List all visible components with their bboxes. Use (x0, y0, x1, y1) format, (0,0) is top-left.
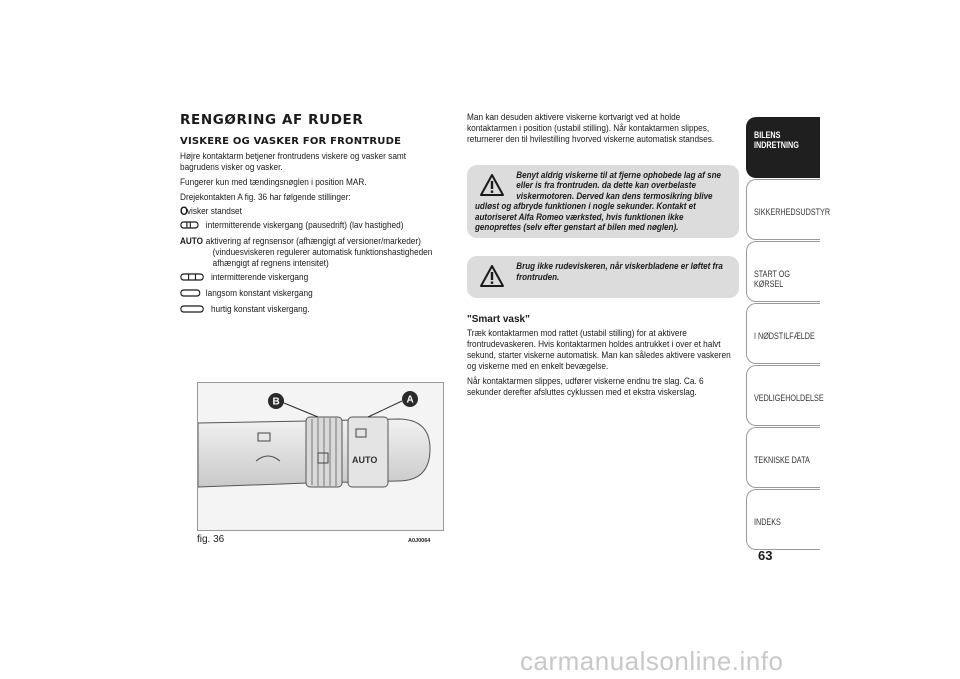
state-slow-text: langsom konstant viskergang (205, 288, 313, 299)
tab-label: INDRETNING (754, 139, 799, 150)
right-column (467, 112, 739, 398)
warning-line: genoprettes (selv efter genstart af bilen med nøglen). (475, 221, 679, 233)
page-number: 63 (758, 548, 773, 563)
callout-b-label: B (272, 396, 280, 408)
tab-label: BILENS (754, 130, 781, 140)
interval-wiper-icon (180, 220, 206, 233)
switch-positions-intro: Drejekontakten A fig. 36 har følgende stillinger: (180, 192, 351, 203)
warning-line: Benyt aldrig viskerne til at fjerne ophobede lag af sne (516, 169, 722, 180)
chapter-tabs (746, 117, 831, 551)
smart-wash-line: Træk kontaktarmen mod rattet (ustabil stilling) for at aktivere (467, 328, 687, 340)
smart-wash-text (467, 328, 744, 398)
smart-wash-line: frontrudevaskeren. Hvis kontaktarmen holdes antrukket i over et halvt (467, 339, 721, 351)
intro-line: Højre kontaktarm betjener frontrudens viskere og vasker samt (180, 151, 407, 162)
tab-label: SIKKERHEDSUDSTYR (754, 207, 831, 217)
momentary-line: kontaktarmen i position (ustabil stilling). Når kontaktarmen slippes, (467, 123, 710, 134)
warning-box-snow (467, 165, 739, 238)
watermark-text: carmanualsonline.info (520, 646, 784, 676)
tab-sikkerhedsudstyr[interactable] (746, 179, 831, 240)
state-auto-text (206, 236, 454, 269)
smart-wash-line: og viskerne med en enkelt bevægelse. (467, 361, 609, 373)
state-off-text: visker standset (186, 206, 242, 217)
state-off (180, 206, 453, 217)
interval-wiper-icon (180, 272, 211, 285)
tab-label: INDEKS (754, 517, 781, 527)
tab-label: TEKNISKE DATA (754, 455, 810, 465)
figure-caption: fig. 36 (197, 534, 225, 545)
state-auto-line: afhængigt af regnens intensitet) (212, 258, 329, 269)
warning-line: autoriseret Alfa Romeo værksted, hvis funktionen ikke (475, 210, 684, 222)
state-fast-text: hurtig konstant viskergang. (210, 304, 310, 315)
ignition-note: Fungerer kun med tændingsnøglen i position MAR. (180, 177, 367, 188)
state-interval-2-text: intermitterende viskergang (210, 272, 309, 283)
intro-text (180, 151, 453, 317)
state-slow (180, 288, 453, 301)
warning-line: udløst og afbryde funktionen i nogle sekunder. Kontakt et (475, 200, 696, 212)
momentary-line: Man kan desuden aktivere viskerne kortvarigt ved at holde (467, 112, 681, 123)
tab-label: START OG KØRSEL (754, 269, 791, 289)
smart-wash-title: "Smart vask" (467, 314, 530, 326)
tab-label: I NØDSTILFÆLDE (754, 331, 815, 341)
warning-line: Brug ikke rudeviskeren, når viskerbladene er løftet fra (516, 260, 723, 272)
smart-wash-line: sekunder derefter afsluttes cyklussen med et ekstra viskerslag. (467, 387, 697, 399)
tab-label: VEDLIGEHOLDELSE (754, 393, 824, 403)
figure-code: A0J0064 (408, 538, 431, 544)
tab-tekniske-data[interactable] (746, 427, 820, 488)
state-auto-symbol: AUTO (180, 236, 204, 247)
wiper-stalk-illustration (198, 383, 443, 530)
section-title: RENGØRING AF RUDER (180, 112, 364, 128)
momentary-text (467, 112, 740, 145)
tab-vedligeholdelse[interactable] (746, 365, 824, 426)
intro-line: bagrudens visker og vasker. (180, 162, 283, 173)
warning-line: viskermotoren. Derved kan dens termosikring blive (516, 189, 713, 201)
tab-bilens-indretning[interactable] (746, 117, 820, 178)
left-column (180, 112, 450, 317)
tab-indeks[interactable] (746, 489, 820, 550)
callout-a-label: A (406, 394, 414, 406)
warning-text (475, 170, 733, 232)
stalk-auto-label: AUTO (352, 455, 378, 465)
figure-36-stalk (197, 382, 444, 531)
state-auto-line: aktivering af regnsensor (afhængigt af versioner/markeder) (205, 236, 421, 247)
section-subtitle: VISKERE OG VASKER FOR FRONTRUDE (180, 136, 402, 147)
fast-wiper-icon (180, 304, 211, 317)
state-auto (180, 236, 453, 269)
warning-line: frontruden. (516, 270, 560, 282)
tab-i-nodstilfaelde[interactable] (746, 303, 820, 364)
momentary-line: returnerer den til hvilestilling hvorved viskerne automatisk standses. (467, 134, 715, 145)
state-off-symbol: O (180, 204, 189, 218)
state-fast (180, 304, 453, 317)
state-interval-2 (180, 272, 453, 285)
state-auto-line: (vinduesviskeren regulerer automatisk funktionshastigheden (212, 247, 433, 258)
warning-text (475, 261, 733, 282)
warning-line: eller is fra frontruden. da dette kan overbelaste (516, 179, 696, 191)
tab-start-og-korsel[interactable] (746, 241, 820, 302)
smart-wash-line: Når kontaktarmen slippes, udfører viskerne endnu tre slag. Ca. 6 (467, 376, 704, 388)
warning-box-blades (467, 256, 739, 298)
smart-wash-line: sekund, starter viskerne automatisk. Man kan således aktivere vaskeren (467, 350, 731, 362)
state-interval (180, 220, 453, 233)
state-interval-text: intermitterende viskergang (pausedrift) (lav hastighed) (205, 220, 404, 231)
slow-wiper-icon (180, 288, 206, 301)
